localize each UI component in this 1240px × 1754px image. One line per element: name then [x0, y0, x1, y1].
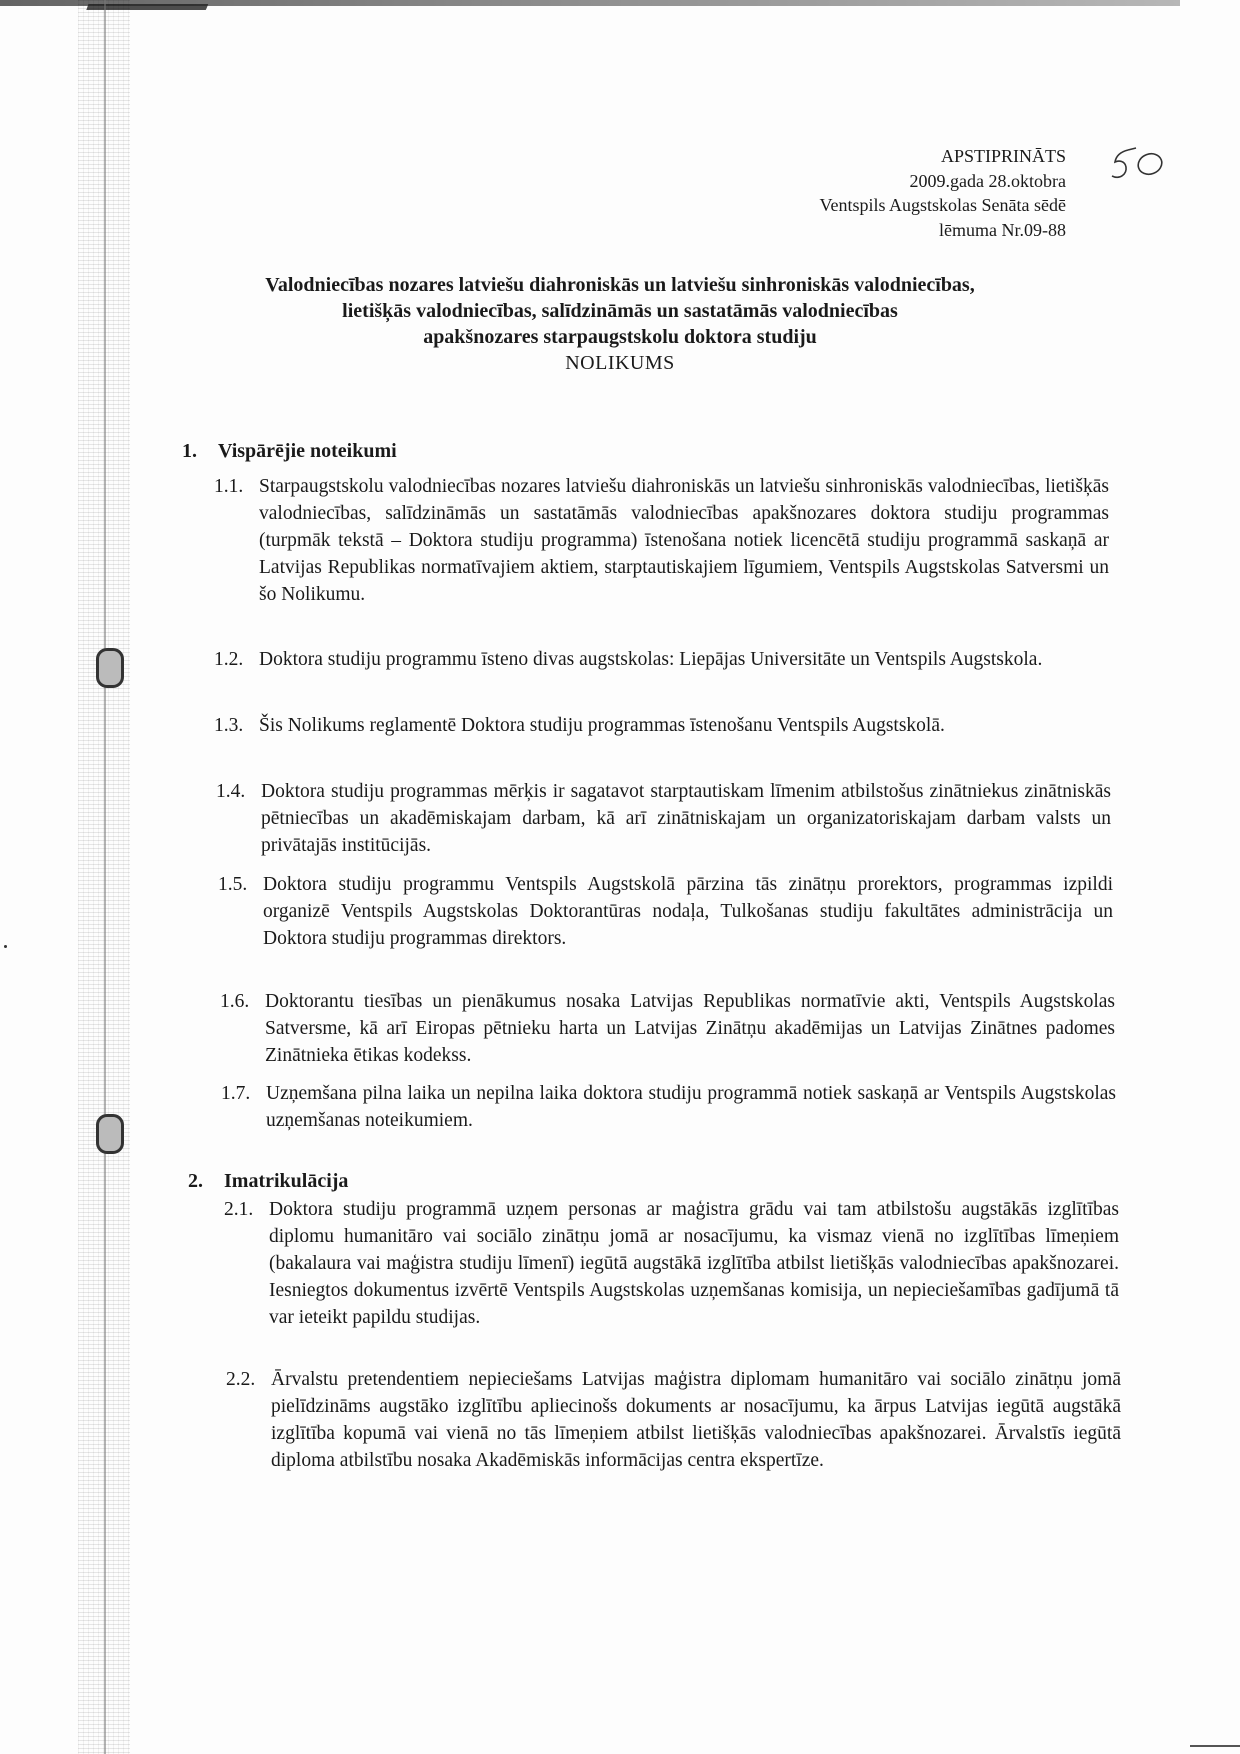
list-item [214, 712, 1109, 739]
list-item [226, 1366, 1121, 1474]
item-number: 1.1. [214, 476, 244, 497]
list-item [214, 646, 1109, 673]
binding-line [104, 0, 106, 1754]
item-text: Doktora studiju programmu Ventspils Augstskolā pārzina tās zinātņu prorektors, programmas izpildi organizē Ventspils Augstskolas Doktorantūras nodaļa, Tulkošanas studiju fakultātes administrācija un Doktora studiju programmas direktors. [263, 874, 1113, 949]
item-text: Ārvalstu pretendentiem nepieciešams Latvijas maģistra diplomam humanitāro vai sociālo zinātņu jomā pielīdzināms augstāko izglītību apliecinošs dokuments ar nosacījumu, ka ārpus Latvijas iegūtā augstākā izglītība kopumā vai vienā no tās līmeņiem atbilst lietišķās valodniecības apakšnozarei. Ārvalstīs iegūtā diploma atbilstību nosaka Akadēmiskās informācijas centra ekspertīze. [271, 1369, 1121, 1471]
item-number: 1.6. [220, 991, 250, 1012]
approval-label: APSTIPRINĀTS [940, 146, 1066, 166]
section-number: 2. [188, 1170, 203, 1192]
item-text: Šis Nolikums reglamentē Doktora studiju programmas īstenošanu Ventspils Augstskolā. [259, 715, 945, 736]
section-number: 1. [182, 440, 197, 462]
item-number: 1.7. [221, 1083, 251, 1104]
item-text: Uzņemšana pilna laika un nepilna laika doktora studiju programmā notiek saskaņā ar Ventspils Augstskolas uzņemšanas noteikumiem. [266, 1083, 1116, 1131]
list-item [214, 473, 1109, 608]
item-number: 1.2. [214, 649, 244, 670]
item-text: Starpaugstskolu valodniecības nozares latviešu diahroniskās un latviešu sinhroniskās valodniecības, lietišķās valodniecības, salīdzināmās un sastatāmās valodniecības apakšnozares doktora studiju programmas (turpmāk tekstā – Doktora studiju programma) īstenošana notiek licencētā studiju programmā saskaņā ar Latvijas Republikas normatīvajiem aktiem, starptautiskajiem līgumiem, Ventspils Augstskolas Satversmi un šo Nolikumu. [259, 476, 1109, 605]
section-heading [182, 440, 397, 463]
scan-speck [4, 945, 7, 948]
approval-date: 2009.gada 28.oktobra [909, 170, 1066, 191]
section-heading [188, 1170, 348, 1193]
item-number: 2.2. [226, 1369, 256, 1390]
scan-bottom-edge [1190, 1745, 1240, 1747]
section-title: Vispārējie noteikumi [218, 440, 397, 462]
item-number: 1.4. [216, 781, 246, 802]
list-item [224, 1196, 1119, 1331]
list-item [216, 778, 1111, 859]
title-line-1: Valodniecības nozares latviešu diahroniskās un latviešu sinhroniskās valodniecības, [265, 274, 975, 296]
item-text: Doktora studiju programmā uzņem personas ar maģistra grādu vai tam atbilstošu augstākās izglītības diplomu humanitāro vai sociālo zinātņu jomā ar nosacījumu, ka vismaz vienā no izglītības līmeņiem (bakalaura vai maģistra studiju līmenī) iegūtā augstākā izglītība atbilst lietišķās valodniecības apakšnozarei. Iesniegtos dokumentus izvērtē Ventspils Augstskolas uzņemšanas komisija, un nepieciešamības gadījumā tā var ieteikt papildu studijas. [269, 1199, 1119, 1328]
document-title [160, 272, 1080, 376]
item-text: Doktorantu tiesības un pienākumus nosaka Latvijas Republikas normatīvie akti, Ventspils Augstskolas Satversme, kā arī Eiropas pētnieku harta un Latvijas Zinātņu akadēmijas un Latvijas Zinātnes padomes Zinātnieka ētikas kodekss. [265, 991, 1115, 1066]
approval-block [820, 144, 1066, 242]
item-number: 1.5. [218, 874, 248, 895]
punch-hole-icon [96, 1114, 124, 1154]
item-text: Doktora studiju programmu īsteno divas augstskolas: Liepājas Universitāte un Ventspils Augstskola. [259, 649, 1043, 670]
title-line-4: NOLIKUMS [565, 352, 675, 374]
item-number: 1.3. [214, 715, 244, 736]
punch-hole-icon [96, 648, 124, 688]
title-line-2: lietišķās valodniecības, salīdzināmās un sastatāmās valodniecības [342, 300, 898, 322]
approval-decision: lēmuma Nr.09-88 [939, 219, 1066, 240]
item-text: Doktora studiju programmas mērķis ir sagatavot starptautiskam līmenim atbilstošus zinātniekus zinātniskās pētniecības un akadēmiskajam darbam, kā arī zinātniskajam un organizatoriskajam darbam valsts un privātajās institūcijās. [261, 781, 1111, 856]
approval-body: Ventspils Augstskolas Senāta sēdē [819, 195, 1066, 215]
title-line-3: apakšnozares starpaugstskolu doktora studiju [423, 326, 817, 348]
section-title: Imatrikulācija [224, 1170, 349, 1192]
item-number: 2.1. [224, 1199, 254, 1220]
list-item [221, 1080, 1116, 1134]
handwritten-page-number [1106, 146, 1168, 192]
list-item [220, 988, 1115, 1069]
list-item [218, 871, 1113, 952]
